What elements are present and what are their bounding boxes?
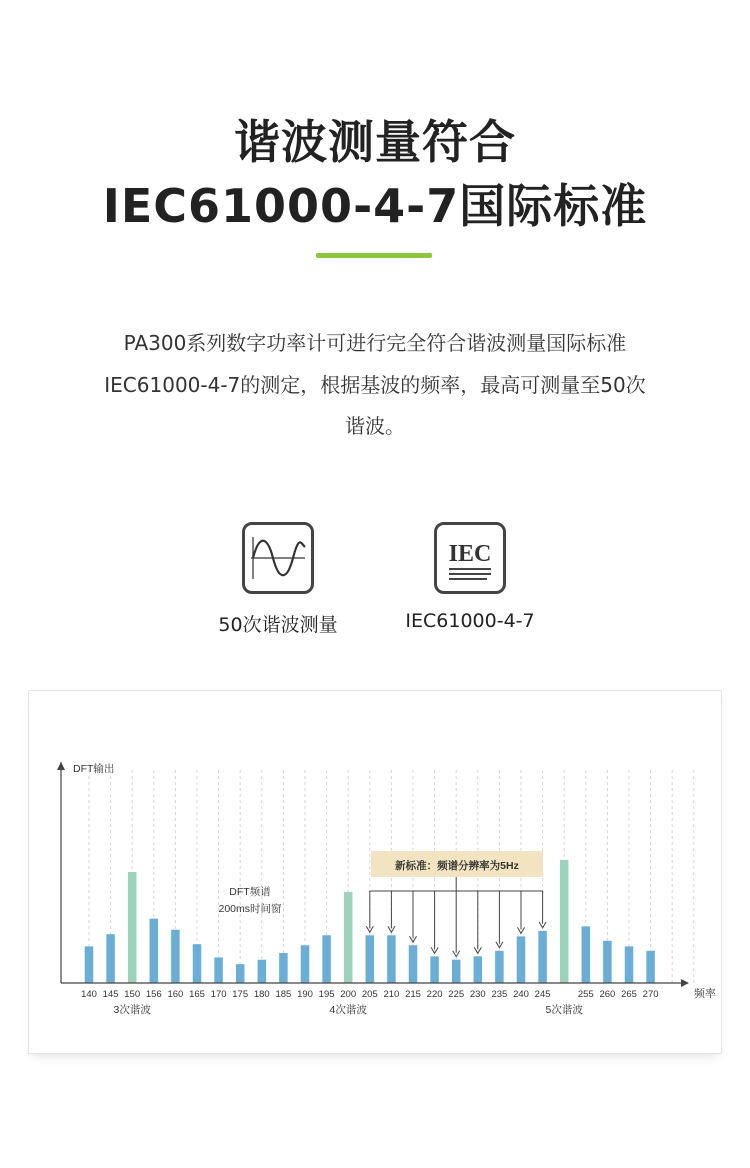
x-tick-label: 156 [145, 989, 162, 1000]
spectrum-bar [236, 964, 245, 983]
standard-callout-text: 新标准：频谱分辨率为5Hz [395, 860, 519, 872]
x-tick-label: 230 [469, 989, 486, 1000]
x-tick-label: 175 [232, 989, 249, 1000]
x-tick-label: 180 [253, 989, 270, 1000]
spectrum-bar [171, 930, 180, 983]
x-tick-label: 220 [426, 989, 443, 1000]
harmonic-label: 3次谐波 [113, 1004, 151, 1016]
page-title-line1: 谐波测量符合 [234, 115, 516, 169]
iec-logo-icon [434, 522, 506, 594]
x-tick-label: 140 [81, 989, 97, 1000]
spectrum-bar [322, 935, 331, 983]
x-axis-label: 频率 [694, 988, 716, 1000]
description-line2: IEC61000-4-7的测定，根据基波的频率，最高可测量至50次 [104, 373, 646, 397]
spectrum-bar [258, 960, 267, 983]
spectrum-bar [301, 945, 310, 983]
x-tick-label: 205 [361, 989, 378, 1000]
x-tick-label: 235 [491, 989, 508, 1000]
description-line3: 谐波。 [345, 414, 405, 438]
x-tick-label: 265 [621, 989, 637, 1000]
spectrum-bar [214, 957, 223, 983]
x-tick-label: 165 [189, 989, 205, 1000]
x-tick-label: 150 [124, 989, 141, 1000]
title-accent-bar [316, 253, 432, 258]
spectrum-bar [193, 944, 202, 983]
spectrum-bar [603, 941, 612, 983]
x-tick-label: 260 [599, 989, 616, 1000]
harmonic-label: 5次谐波 [545, 1004, 583, 1016]
spectrum-bar [582, 926, 591, 983]
x-tick-label: 195 [318, 989, 335, 1000]
spectrum-bar [538, 931, 547, 983]
harmonic-bar [560, 860, 569, 983]
x-tick-label: 240 [513, 989, 529, 1000]
harmonic-label: 4次谐波 [329, 1004, 367, 1016]
spectrum-bar [85, 946, 94, 983]
x-axis-arrow [681, 979, 689, 987]
spectrum-bar [106, 934, 115, 983]
spectrum-bar [646, 951, 655, 983]
x-tick-label: 170 [210, 989, 227, 1000]
spectrum-bar [279, 953, 288, 983]
x-tick-label: 200 [340, 989, 357, 1000]
dft-window-annotation-line2: 200ms时间窗 [218, 903, 282, 915]
x-tick-label: 225 [448, 989, 465, 1000]
y-axis-arrow [57, 762, 65, 770]
spectrum-bar [387, 935, 396, 983]
dft-window-annotation-line1: DFT频谱 [229, 886, 271, 898]
x-tick-label: 245 [534, 989, 551, 1000]
x-tick-label: 255 [577, 989, 594, 1000]
spectrum-bar [150, 919, 159, 983]
spectrum-bar [495, 951, 504, 983]
page-title-line2: IEC61000-4-7国际标准 [102, 179, 648, 233]
x-tick-label: 270 [642, 989, 659, 1000]
dft-spectrum-chart [29, 691, 723, 1055]
y-axis-label: DFT输出 [73, 763, 115, 775]
spectrum-bar [366, 935, 375, 983]
spectrum-bar [517, 936, 526, 983]
feature-label-iec: IEC61000-4-7 [405, 610, 535, 632]
x-tick-label: 160 [167, 989, 184, 1000]
iec-logo-text: IEC [448, 541, 492, 567]
x-tick-label: 210 [383, 989, 400, 1000]
harmonic-chart-card [28, 690, 722, 1054]
spectrum-bar [409, 945, 418, 983]
harmonic-bar [128, 872, 137, 983]
spectrum-bar [474, 956, 483, 983]
spectrum-bar [625, 946, 634, 983]
x-tick-label: 185 [275, 989, 292, 1000]
feature-label-harmonics: 50次谐波测量 [218, 614, 338, 636]
spectrum-bar [452, 960, 461, 983]
x-tick-label: 215 [405, 989, 421, 1000]
harmonic-bar [344, 892, 353, 983]
sine-wave-icon [242, 522, 314, 594]
x-tick-label: 190 [297, 989, 313, 1000]
description-line1: PA300系列数字功率计可进行完全符合谐波测量国际标准 [123, 331, 627, 355]
x-tick-label: 145 [102, 989, 119, 1000]
spectrum-bar [430, 956, 439, 983]
